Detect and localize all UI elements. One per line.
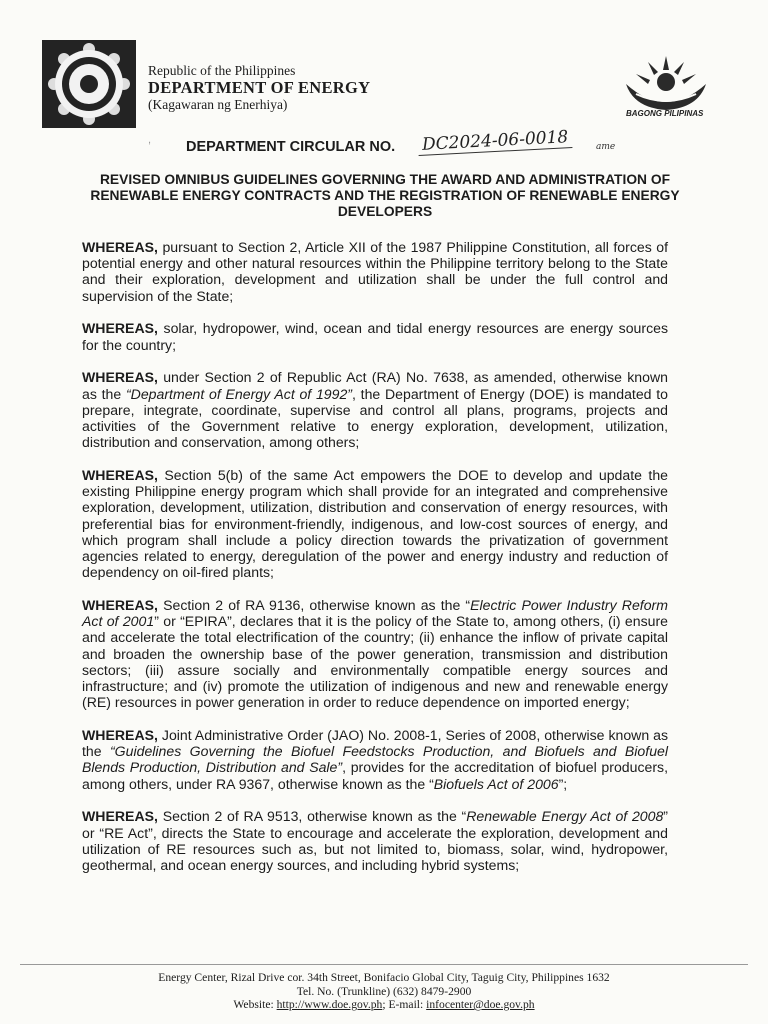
- circular-label: DEPARTMENT CIRCULAR NO.: [186, 139, 396, 155]
- clause-text: Joint Administrative Order (JAO) No. 2008-1, Series of 2008, otherwise known as the: [82, 727, 668, 760]
- doe-seal-logo: [42, 40, 136, 128]
- bagong-pilipinas-label: BAGONG PILIPINAS: [626, 109, 704, 118]
- agency-header: [148, 62, 370, 113]
- footer: [82, 971, 686, 1012]
- kagawaran-label: (Kagawaran ng Enerhiya): [148, 97, 288, 112]
- whereas-clause: [82, 467, 668, 580]
- clause-text: Section 2 of RA 9136, otherwise known as the “: [163, 597, 471, 614]
- clause-text: ” or “EPIRA”, declares that it is the policy of the State to, among others, (i) ensure and accelerate the total electrification of the country; (ii) enhance the inflow of private capital and broaden the ownership base of the power generation, transmission and distribution sectors; (iii) assure socially and environmentally compatible energy sources and infrastructure; and (iv) promote the utilization of indigenous and new and renewable energy (RE) resources in power generation in order to reduce dependence on imported energy;: [82, 613, 668, 711]
- clause-italic-text: Renewable Energy Act of 2008: [466, 808, 664, 825]
- whereas-label: WHEREAS,: [82, 239, 158, 255]
- clause-italic-text: “Guidelines Governing the Biofuel Feedstocks Production, and Biofuels and Biofuel Blends Production, Distribution and Sale”: [82, 743, 668, 776]
- whereas-label: WHEREAS,: [82, 467, 158, 484]
- clause-text: Section 5(b) of the same Act empowers the DOE to develop and update the existing Philippine energy program which shall provide for an integrated and comprehensive exploration, development, utilization, distribution and conservation of energy resources, with preferential bias for environment-friendly, indigenous, and low-cost sources of energy, and which program shall include a policy direction towards the privatization of government agencies related to energy, deregulation of the power and energy industry and reduction of dependency on oil-fired plants;: [82, 467, 668, 581]
- whereas-label: WHEREAS,: [82, 320, 158, 337]
- email-label: ; E-mail:: [382, 998, 427, 1012]
- website-label: Website:: [233, 998, 277, 1012]
- clause-text: ” or “RE Act”, directs the State to encourage and accelerate the exploration, development and utilization of RE resources such as, but not limited to, biomass, solar, wind, hydropower, geothermal, and ocean energy sources, and including hybrid systems;: [82, 808, 668, 874]
- footer-address: Energy Center, Rizal Drive cor. 34th Street, Bonifacio Global City, Taguig City, Philippines 1632: [158, 971, 610, 984]
- clause-text: , the Department of Energy (DOE) is mandated to prepare, integrate, coordinate, supervise and control all plans, programs, projects and activities of the Government relative to energy exploration, development, utilization, distribution and conservation, among others;: [82, 385, 668, 451]
- footer-web: [82, 998, 686, 1012]
- department-name: DEPARTMENT OF ENERGY: [148, 78, 371, 97]
- clause-text: under Section 2 of Republic Act (RA) No. 7638, as amended, otherwise known as the: [82, 369, 668, 402]
- circular-number-suffix: ame: [596, 142, 616, 152]
- whereas-clause: [82, 727, 668, 792]
- footer-divider: [20, 964, 748, 965]
- document-title: REVISED OMNIBUS GUIDELINES GOVERNING THE AWARD AND ADMINISTRATION OF RENEWABLE ENERGY CONTRACTS AND THE REGISTRATION OF RENEWABLE ENERGY DEVELOPERS: [90, 172, 680, 219]
- email-link[interactable]: infocenter@doe.gov.ph: [426, 998, 535, 1012]
- whereas-clause: [82, 808, 668, 873]
- clause-italic-text: “Department of Energy Act of 1992”: [125, 385, 353, 402]
- document-body: [82, 239, 668, 890]
- website-link[interactable]: http://www.doe.gov.ph: [276, 998, 383, 1012]
- whereas-label: WHEREAS,: [82, 727, 158, 744]
- footer-tel: Tel. No. (Trunkline) (632) 8479-2900: [296, 984, 472, 998]
- whereas-clause: [82, 369, 668, 450]
- circular-number-handwritten: DC2024-06-0018: [418, 127, 573, 156]
- whereas-label: WHEREAS,: [82, 808, 158, 825]
- clause-text: Section 2 of RA 9513, otherwise known as the “: [162, 808, 467, 825]
- whereas-clause: [82, 239, 668, 304]
- clause-italic-text: Biofuels Act of 2006: [433, 775, 559, 792]
- clause-italic-text: Electric Power Industry Reform Act of 2001: [82, 597, 668, 630]
- whereas-label: WHEREAS,: [82, 369, 158, 386]
- clause-text: , provides for the accreditation of biofuel producers, among others, under RA 9367, otherwise known as the “: [82, 759, 669, 792]
- scan-mark: ,: [148, 134, 152, 146]
- whereas-clause: [82, 320, 668, 352]
- republic-label: Republic of the Philippines: [148, 63, 296, 78]
- clause-text: ”;: [558, 775, 568, 792]
- whereas-clause: [82, 597, 668, 710]
- whereas-label: WHEREAS,: [82, 597, 158, 614]
- clause-text: solar, hydropower, wind, ocean and tidal energy resources are energy sources for the country;: [82, 320, 669, 353]
- clause-text: pursuant to Section 2, Article XII of the 1987 Philippine Constitution, all forces of potential energy and other natural resources within the Philippine territory belong to the State and their exploration, development and utilization shall be under the full control and supervision of the State;: [82, 239, 668, 304]
